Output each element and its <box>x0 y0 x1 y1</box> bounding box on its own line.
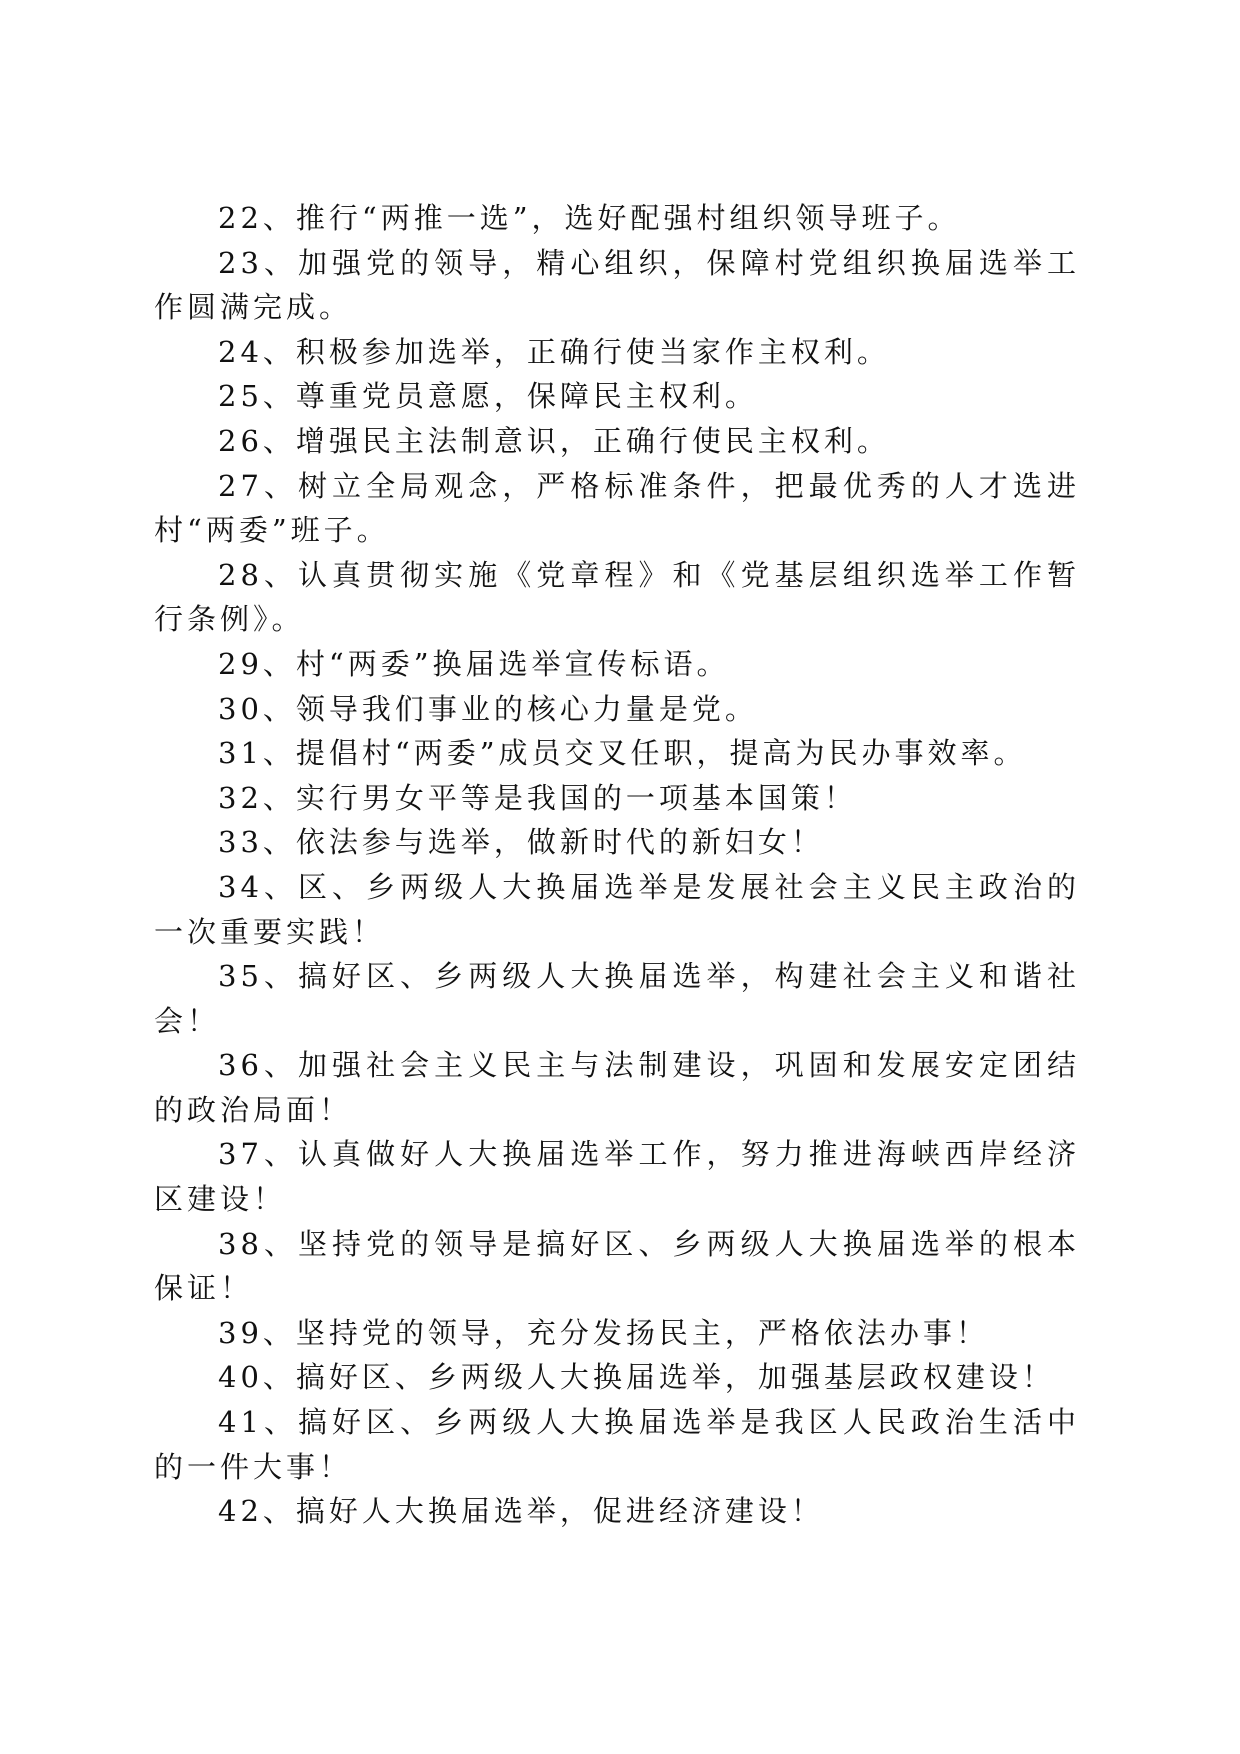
list-item: 33、依法参与选举，做新时代的新妇女！ <box>218 825 824 860</box>
list-item: 34、区、乡两级人大换届选举是发展社会主义民主政治的一次重要实践！ <box>154 869 1080 949</box>
list-item: 29、村“两委”换届选举宣传标语。 <box>218 646 730 681</box>
list-item: 39、坚持党的领导，充分发扬民主，严格依法办事！ <box>218 1315 989 1350</box>
list-item: 36、加强社会主义民主与法制建设，巩固和发展安定团结的政治局面！ <box>154 1048 1080 1127</box>
slogan-list <box>154 196 1080 1534</box>
list-item: 32、实行男女平等是我国的一项基本国策！ <box>218 780 857 815</box>
list-item: 30、领导我们事业的核心力量是党。 <box>218 691 758 726</box>
list-item: 27、树立全局观念，严格标准条件，把最优秀的人才选进村“两委”班子。 <box>154 468 1080 548</box>
list-item: 25、尊重党员意愿，保障民主权利。 <box>218 379 758 414</box>
list-item: 42、搞好人大换届选举，促进经济建设！ <box>218 1494 824 1529</box>
list-item: 26、增强民主法制意识，正确行使民主权利。 <box>218 423 890 458</box>
list-item: 24、积极参加选举，正确行使当家作主权利。 <box>218 334 890 369</box>
list-item: 38、坚持党的领导是搞好区、乡两级人大换届选举的根本保证！ <box>154 1226 1080 1306</box>
list-item: 22、推行“两推一选”，选好配强村组织领导班子。 <box>218 201 961 235</box>
list-item: 31、提倡村“两委”成员交叉任职，提高为民办事效率。 <box>218 736 1027 771</box>
list-item: 28、认真贯彻实施《党章程》和《党基层组织选举工作暂行条例》。 <box>154 557 1080 637</box>
list-item: 35、搞好区、乡两级人大换届选举，构建社会主义和谐社会！ <box>154 959 1080 1038</box>
list-item: 41、搞好区、乡两级人大换届选举是我区人民政治生活中的一件大事！ <box>154 1405 1080 1484</box>
list-item: 37、认真做好人大换届选举工作，努力推进海峡西岸经济区建设！ <box>154 1137 1080 1217</box>
list-item: 40、搞好区、乡两级人大换届选举，加强基层政权建设！ <box>218 1360 1055 1395</box>
list-item: 23、加强党的领导，精心组织，保障村党组织换届选举工作圆满完成。 <box>154 245 1080 325</box>
